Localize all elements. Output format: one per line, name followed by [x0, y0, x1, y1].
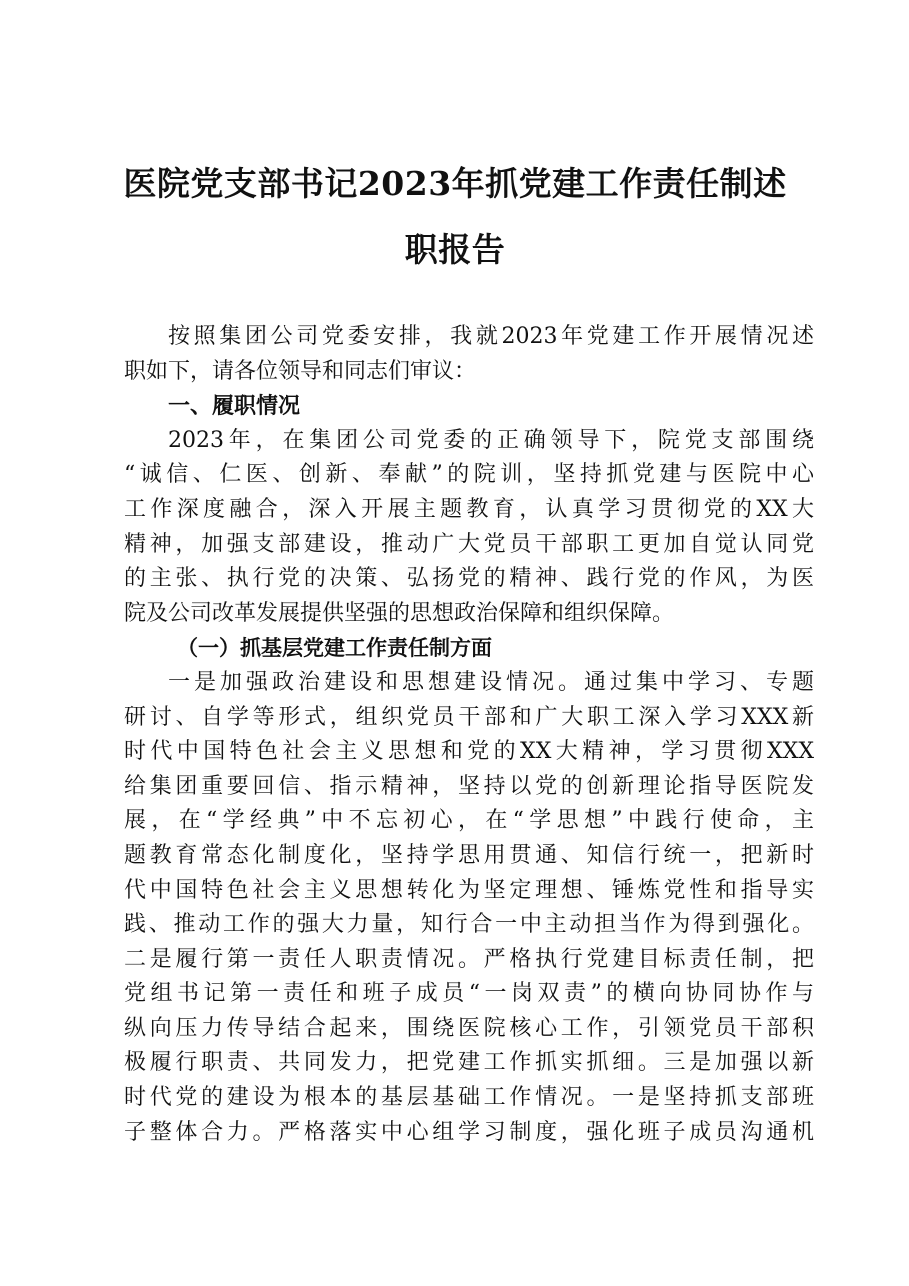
paragraph-line: 研讨、自学等形式，组织党员干部和广大职工深入学习XXX新: [124, 704, 814, 730]
subsection-heading: （一）抓基层党建工作责任制方面: [177, 636, 492, 661]
document-body: [124, 320, 814, 1150]
paragraph-line: 的主张、执行党的决策、弘扬党的精神、践行党的作风，为医: [124, 566, 814, 592]
paragraph-line: 时代中国特色社会主义思想和党的XX大精神，学习贯彻XXX: [124, 739, 814, 765]
paragraph-line: 践、推动工作的强大力量，知行合一中主动担当作为得到强化。: [124, 912, 814, 938]
paragraph-line: 子整体合力。严格落实中心组学习制度，强化班子成员沟通机: [124, 1119, 814, 1145]
paragraph-line: 代中国特色社会主义思想转化为坚定理想、锤炼党性和指导实: [124, 877, 814, 903]
section-heading: 一、履职情况: [168, 393, 301, 420]
paragraph-line: 二是履行第一责任人职责情况。严格执行党建目标责任制，把: [124, 946, 814, 972]
paragraph-line: 纵向压力传导结合起来，围绕医院核心工作，引领党员干部积: [124, 1015, 814, 1041]
paragraph-line: 给集团重要回信、指示精神，坚持以党的创新理论指导医院发: [124, 773, 814, 799]
paragraph-line: 2023年，在集团公司党委的正确领导下，院党支部围绕: [168, 427, 814, 453]
document-title-line-2: 职报告: [404, 230, 506, 269]
paragraph-line: 题教育常态化制度化，坚持学思用贯通、知信行统一，把新时: [124, 842, 814, 868]
paragraph-line: 精神，加强支部建设，推动广大党员干部职工更加自觉认同党: [124, 531, 814, 557]
paragraph-line: “诚信、仁医、创新、奉献”的院训，坚持抓党建与医院中心: [124, 462, 814, 488]
paragraph-line: 按照集团公司党委安排，我就2023年党建工作开展情况述: [168, 324, 814, 349]
paragraph-line: 工作深度融合，深入开展主题教育，认真学习贯彻党的XX大: [124, 496, 814, 522]
paragraph-line: 党组书记第一责任和班子成员“一岗双责”的横向协同协作与: [124, 981, 814, 1007]
paragraph-line: 展，在“学经典”中不忘初心，在“学思想”中践行使命，主: [124, 808, 814, 834]
paragraph-line: 时代党的建设为根本的基层基础工作情况。一是坚持抓支部班: [124, 1085, 814, 1111]
paragraph-line: 一是加强政治建设和思想建设情况。通过集中学习、专题: [168, 669, 814, 695]
paragraph-line: 极履行职责、共同发力，把党建工作抓实抓细。三是加强以新: [124, 1050, 814, 1076]
paragraph-line: 院及公司改革发展提供坚强的思想政治保障和组织保障。: [124, 600, 675, 626]
document-title-line-1: 医院党支部书记2023年抓党建工作责任制述: [123, 164, 787, 203]
paragraph-line: 职如下，请各位领导和同志们审议：: [124, 358, 477, 384]
